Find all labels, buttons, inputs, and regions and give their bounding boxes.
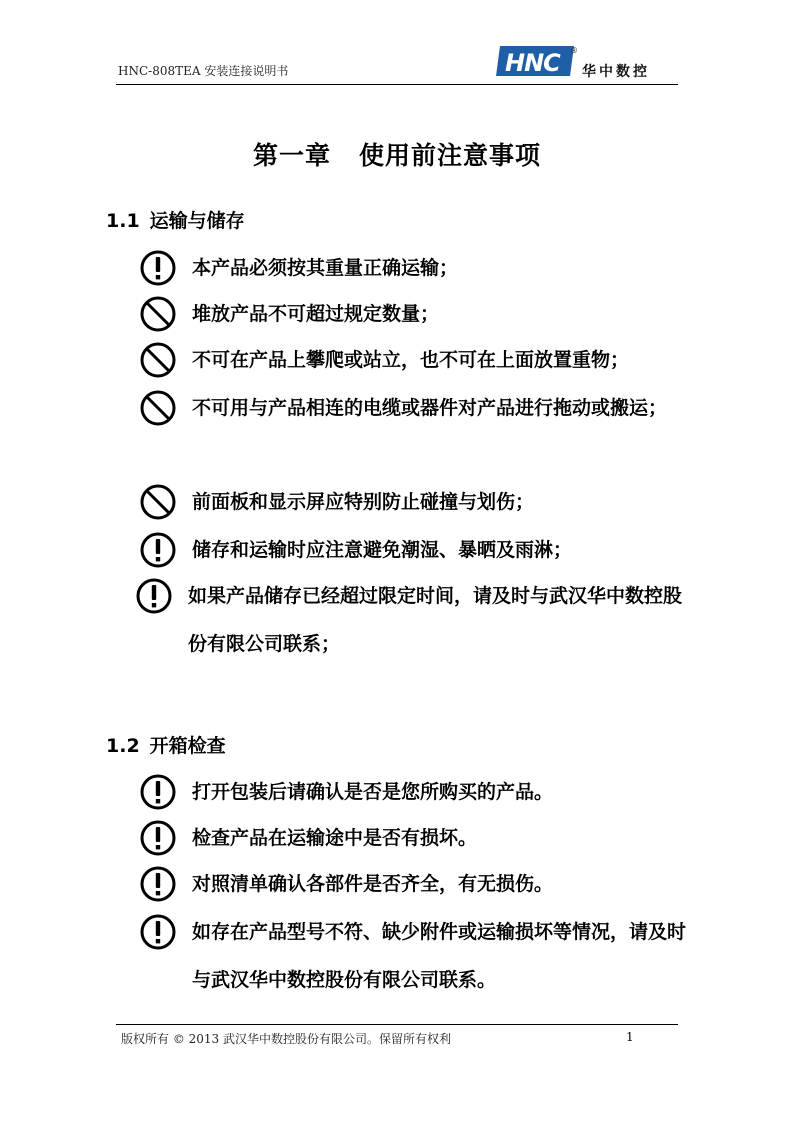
document-title: HNC-808TEA 安装连接说明书: [118, 64, 289, 78]
brand-name: 华中数控: [582, 64, 650, 80]
logo-text: HNC: [505, 49, 560, 77]
caution-icon: [140, 250, 176, 286]
caution-icon: [140, 866, 176, 902]
item-text: 打开包装后请确认是否是您所购买的产品。: [192, 781, 554, 803]
prohibited-icon: [140, 484, 176, 520]
caution-icon: [140, 774, 176, 810]
section-title-text: 运输与储存: [149, 210, 245, 232]
item-text: 前面板和显示屏应特别防止碰撞与划伤；: [192, 491, 535, 513]
chapter-number: 第一章: [252, 141, 331, 170]
chapter-title: [0, 136, 794, 172]
item-text: 本产品必须按其重量正确运输；: [192, 257, 459, 279]
caution-icon: [140, 532, 176, 568]
prohibited-icon: [140, 296, 176, 332]
item-text: 堆放产品不可超过规定数量；: [192, 303, 440, 325]
section-number: 1.1: [106, 210, 140, 232]
item-text: 如果产品储存已经超过限定时间，请及时与武汉华中数控股份有限公司联系；: [188, 585, 683, 655]
section-title: [106, 206, 245, 233]
prohibited-icon: [140, 342, 176, 378]
chapter-title-text: 使用前注意事项: [359, 141, 542, 170]
registered-mark: ®: [570, 46, 578, 55]
item-text: 如存在产品型号不符、缺少附件或运输损坏等情况，请及时与武汉华中数控股份有限公司联系。: [192, 921, 687, 991]
header-divider: [116, 84, 678, 85]
section-number: 1.2: [106, 735, 140, 757]
hnc-logo: [494, 44, 576, 78]
item-text: 不可用与产品相连的电缆或器件对产品进行拖动或搬运；: [192, 397, 668, 419]
item-text: 储存和运输时应注意避免潮湿、暴晒及雨淋；: [192, 539, 573, 561]
section-title-text: 开箱检查: [149, 735, 226, 757]
item-text: 检查产品在运输途中是否有损坏。: [192, 827, 478, 849]
caution-icon: [136, 578, 172, 614]
footer-divider: [116, 1024, 678, 1025]
copyright-text: 版权所有 © 2013 武汉华中数控股份有限公司。保留所有权利: [121, 1032, 451, 1046]
prohibited-icon: [140, 390, 176, 426]
item-text: 不可在产品上攀爬或站立，也不可在上面放置重物；: [192, 349, 630, 371]
page-number: 1: [626, 1030, 634, 1044]
caution-icon: [140, 914, 176, 950]
item-text: 对照清单确认各部件是否齐全，有无损伤。: [192, 873, 554, 895]
caution-icon: [140, 820, 176, 856]
section-title: [106, 731, 226, 758]
